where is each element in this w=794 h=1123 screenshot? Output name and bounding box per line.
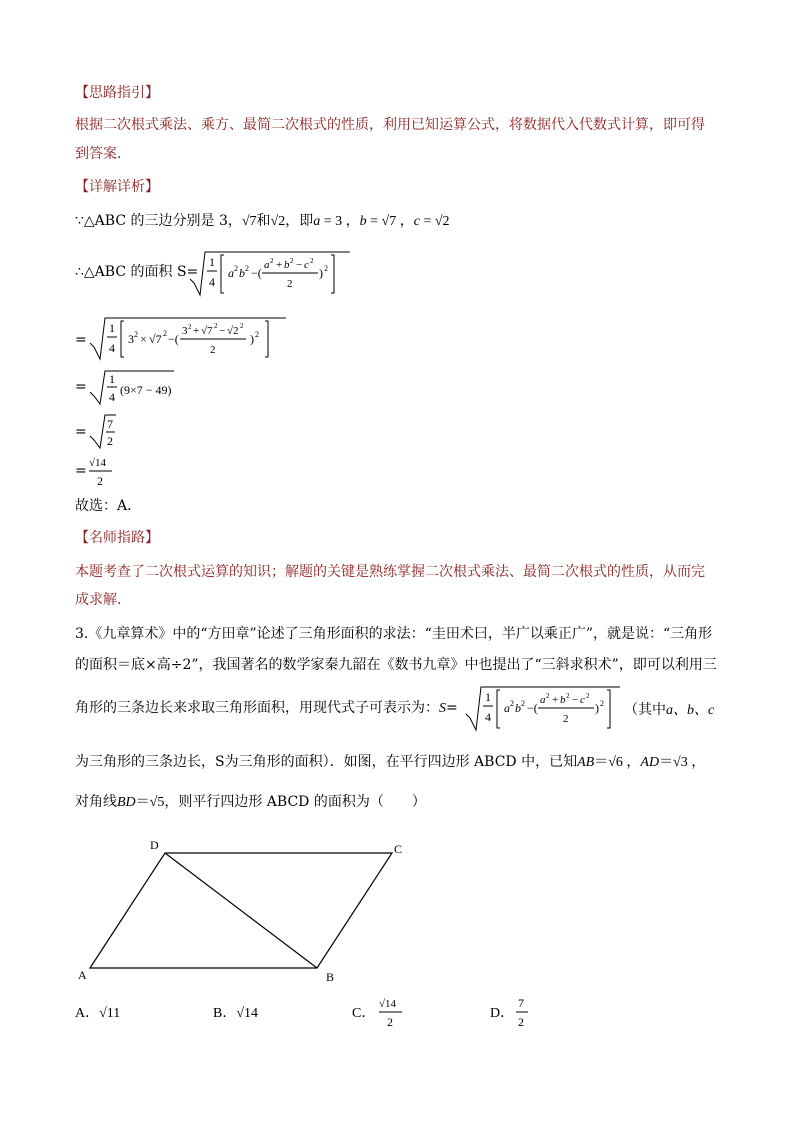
svg-text:4: 4 xyxy=(109,390,115,404)
heading-teacher: 【名师指路】 xyxy=(75,530,159,546)
svg-text:2: 2 xyxy=(566,692,570,700)
eq-sign-2: = xyxy=(75,379,87,395)
svg-text:2: 2 xyxy=(134,330,138,339)
svg-text:a: a xyxy=(540,694,546,706)
svg-text:×: × xyxy=(140,332,147,346)
question-eq: = xyxy=(446,700,458,716)
svg-text:−(: −( xyxy=(168,332,179,346)
eq-sign-1: = xyxy=(75,332,87,348)
sqrt2-expr: √2 xyxy=(270,214,286,229)
svg-text:3: 3 xyxy=(128,332,134,346)
question-line-3-suffix xyxy=(624,700,714,721)
svg-text:c: c xyxy=(304,259,309,271)
svg-text:b: b xyxy=(284,259,290,271)
svg-text:2: 2 xyxy=(107,434,113,448)
parallelogram-figure xyxy=(70,835,420,985)
svg-text:a: a xyxy=(504,701,510,715)
svg-text:c: c xyxy=(580,694,585,706)
area-prefix: ∴△ABC 的面积 S= xyxy=(75,264,199,280)
question-line-4-text: 为三角形的三条边长，S为三角形的面积）．如图，在平行四边形 ABCD 中，已知 xyxy=(75,754,578,770)
svg-text:2: 2 xyxy=(270,257,274,265)
svg-text:2: 2 xyxy=(600,699,604,708)
s-symbol: S xyxy=(439,701,446,716)
svg-text:−: − xyxy=(296,259,303,271)
abc-vars: a、b、c xyxy=(666,703,715,718)
svg-text:4: 4 xyxy=(209,275,215,289)
svg-text:2: 2 xyxy=(240,322,244,330)
svg-text:4: 4 xyxy=(485,710,491,724)
option-d-fraction xyxy=(514,994,534,1032)
option-a[interactable] xyxy=(75,1004,120,1024)
svg-text:): ) xyxy=(319,266,323,280)
svg-text:2: 2 xyxy=(234,264,238,273)
svg-text:1: 1 xyxy=(109,372,115,386)
svg-text:a: a xyxy=(264,259,270,271)
option-d[interactable] xyxy=(490,1004,514,1024)
option-c-den: 2 xyxy=(387,1015,393,1029)
option-b-letter: B． xyxy=(213,1006,237,1021)
option-d-den: 2 xyxy=(518,1015,524,1029)
svg-text:−(: −( xyxy=(251,266,262,280)
svg-text:2: 2 xyxy=(214,322,218,330)
svg-text:−: − xyxy=(219,325,226,337)
diagonal-bd xyxy=(165,853,317,968)
heading-hint: 【思路指引】 xyxy=(75,85,159,101)
svg-text:2: 2 xyxy=(521,699,525,708)
question-line-3-prefix: 角形的三条边长来求取三角形面积，用现代式子可表示为： xyxy=(75,700,439,716)
given-line xyxy=(75,211,450,232)
eq-sign-3: = xyxy=(75,424,87,440)
svg-text:a: a xyxy=(228,266,234,280)
option-c-fraction xyxy=(378,994,408,1032)
sqrt7-expr: √7 xyxy=(241,214,257,229)
svg-text:+: + xyxy=(552,694,559,706)
hint-line-1: 根据二次根式乘法、乘方、最简二次根式的性质，利用已知运算公式，将数据代入代数式计算，即可得 xyxy=(75,117,705,133)
vertex-d: D xyxy=(150,838,159,852)
abc-values: a = 3 ，b = √7 ，c = √2 xyxy=(313,214,450,229)
svg-text:2: 2 xyxy=(324,264,328,273)
step-2-formula xyxy=(88,368,178,406)
vertex-c: C xyxy=(394,842,403,856)
svg-text:2: 2 xyxy=(97,474,103,488)
svg-text:2: 2 xyxy=(510,699,514,708)
question-line-5 xyxy=(75,792,426,813)
svg-text:1: 1 xyxy=(485,690,491,704)
svg-text:2: 2 xyxy=(586,692,590,700)
svg-text:1: 1 xyxy=(209,255,215,269)
svg-text:2: 2 xyxy=(245,264,249,273)
teacher-line-1: 本题考查了二次根式运算的知识；解题的关键是熟练掌握二次根式乘法、最简二次根式的性质，从而完 xyxy=(75,564,705,580)
question-line-4 xyxy=(75,752,705,773)
step-4-formula xyxy=(88,453,118,491)
option-a-value: √11 xyxy=(99,1006,121,1021)
teacher-line-2: 成求解． xyxy=(75,592,131,608)
question-line-2: 的面积＝底×高÷2”，我国著名的数学家秦九韶在《数书九章》中也提出了“三斜求积术”，即可以利用三 xyxy=(75,657,717,673)
svg-text:2: 2 xyxy=(255,330,259,339)
given-then: ，即 xyxy=(285,213,314,229)
svg-text:2: 2 xyxy=(163,329,167,338)
svg-text:+: + xyxy=(193,325,200,337)
svg-text:1: 1 xyxy=(109,321,115,335)
svg-text:2: 2 xyxy=(188,323,192,331)
question-line-3 xyxy=(75,698,458,719)
bd-value: BD＝√5 xyxy=(117,795,165,810)
svg-text:√7: √7 xyxy=(201,325,213,337)
option-b[interactable] xyxy=(213,1004,258,1024)
vertex-a: A xyxy=(78,968,87,982)
option-a-letter: A． xyxy=(75,1006,100,1021)
given-prefix: ∵△ABC 的三边分别是 3， xyxy=(75,213,242,229)
option-c-num: √14 xyxy=(379,998,397,1010)
ab-ad-values: AB＝√6 ，AD＝√3 ， xyxy=(577,755,706,770)
svg-text:−(: −( xyxy=(527,701,538,715)
svg-text:√14: √14 xyxy=(89,457,107,469)
hint-line-2: 到答案． xyxy=(75,146,131,162)
svg-text:3: 3 xyxy=(182,325,188,337)
svg-text:2: 2 xyxy=(210,344,216,356)
svg-text:): ) xyxy=(250,332,254,346)
svg-text:2: 2 xyxy=(290,257,294,265)
question-line-5-suffix: ，则平行四边形 ABCD 的面积为（ ） xyxy=(164,794,426,810)
step-3-formula xyxy=(88,412,118,450)
eq-sign-4: = xyxy=(75,463,87,479)
option-c-letter: C． xyxy=(352,1006,376,1021)
svg-text:b: b xyxy=(239,266,245,280)
heron-formula xyxy=(188,249,353,297)
svg-text:2: 2 xyxy=(287,278,293,290)
step-1-formula xyxy=(88,315,288,361)
svg-text:(9×7 − 49): (9×7 − 49) xyxy=(120,383,172,397)
svg-text:+: + xyxy=(276,259,283,271)
svg-text:−: − xyxy=(572,694,579,706)
option-d-num: 7 xyxy=(518,996,524,1010)
question-line-3-paren: （其中 xyxy=(624,702,666,718)
svg-text:2: 2 xyxy=(546,692,550,700)
option-b-value: √14 xyxy=(236,1006,259,1021)
given-and: 和 xyxy=(256,213,271,229)
svg-text:√7: √7 xyxy=(149,332,162,346)
svg-text:7: 7 xyxy=(107,417,113,431)
svg-text:2: 2 xyxy=(563,713,569,725)
question-line-1: 3.《九章算术》中的“方田章”论述了三角形面积的求法：“圭田术曰，半广以乘正广”，就是说：“三角形 xyxy=(75,626,713,642)
answer-line: 故选：A． xyxy=(75,498,142,514)
svg-text:b: b xyxy=(515,701,521,715)
svg-text:√2: √2 xyxy=(227,325,239,337)
question-heron-formula xyxy=(464,684,624,732)
question-line-5-prefix: 对角线 xyxy=(75,794,117,810)
svg-text:4: 4 xyxy=(109,341,115,355)
vertex-b: B xyxy=(326,970,335,984)
svg-text:): ) xyxy=(595,701,599,715)
option-d-letter: D． xyxy=(490,1006,515,1021)
svg-text:b: b xyxy=(560,694,566,706)
option-c[interactable] xyxy=(352,1004,375,1024)
svg-text:2: 2 xyxy=(310,257,314,265)
heading-detail: 【详解详析】 xyxy=(75,179,159,195)
